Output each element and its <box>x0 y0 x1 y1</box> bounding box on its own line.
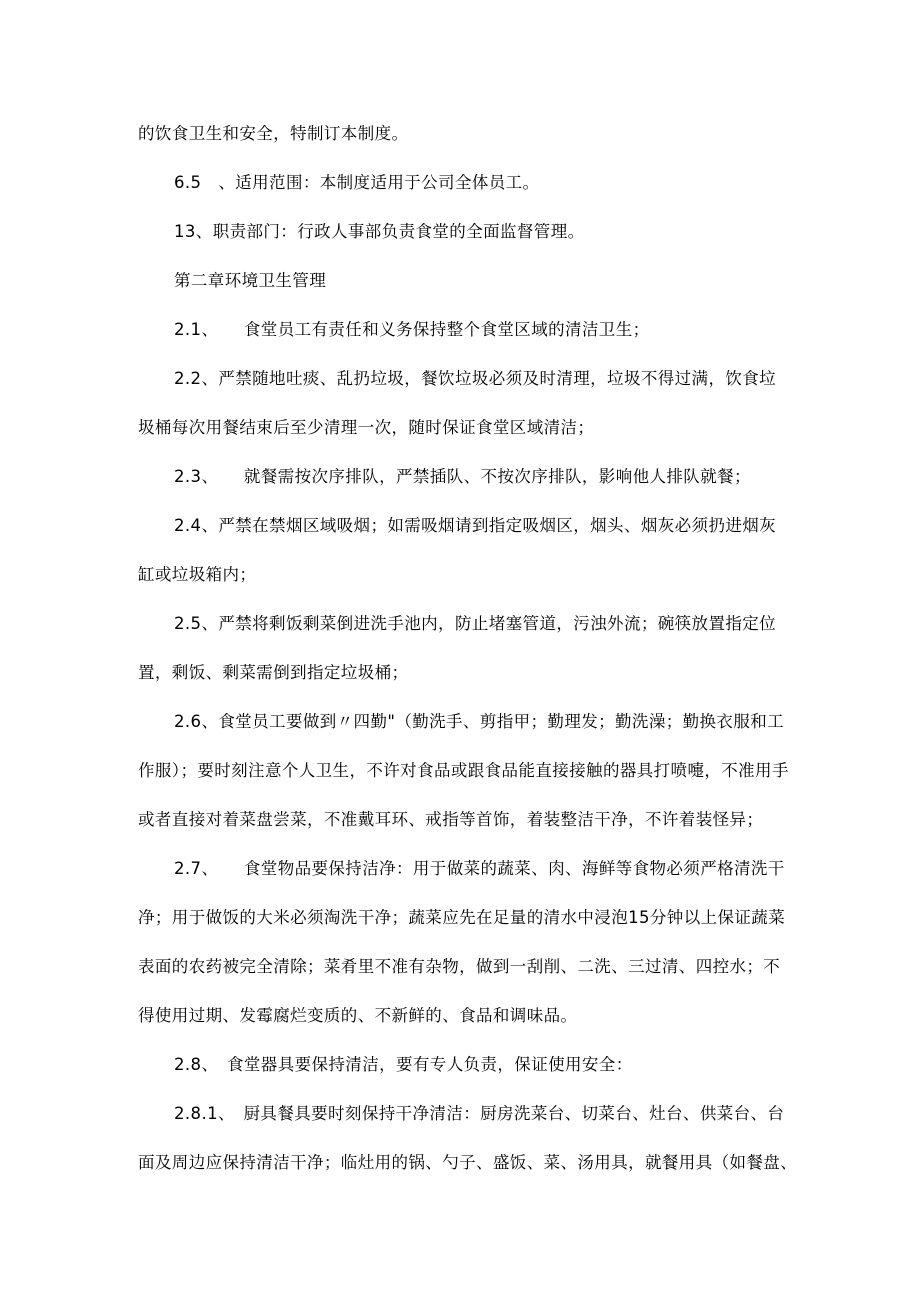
clause-6-5-scope: 6.5 、适用范围：本制度适用于公司全体员工。 <box>174 173 540 192</box>
clause-2-5-cont: 置，剩饭、剩菜需倒到指定垃圾桶； <box>138 663 409 682</box>
clause-2-7-cont: 净；用于做饭的大米必须淘洗干净；蔬菜应先在足量的清水中浸泡15分钟以上保证蔬菜 <box>138 908 786 927</box>
clause-2-8-1: 2.8.1、 厨具餐具要时刻保持干净清洁：厨房洗菜台、切菜台、灶台、供菜台、台 <box>174 1104 785 1123</box>
text-line: 的饮食卫生和安全，特制订本制度。 <box>138 124 409 143</box>
clause-2-7-cont: 得使用过期、发霉腐烂变质的、不新鲜的、食品和调味品。 <box>138 1006 578 1025</box>
clause-2-2: 2.2、严禁随地吐痰、乱扔垃圾，餐饮垃圾必须及时清理，垃圾不得过满，饮食垃 <box>174 369 777 388</box>
clause-13-responsible-dept: 13、职责部门：行政人事部负责食堂的全面监督管理。 <box>174 222 585 241</box>
clause-2-8: 2.8、 食堂器具要保持清洁，要有专人负责，保证使用安全： <box>174 1055 633 1074</box>
clause-2-2-cont: 圾桶每次用餐结束后至少清理一次，随时保证食堂区域清洁； <box>138 418 595 437</box>
clause-2-1: 2.1、 食堂员工有责任和义务保持整个食堂区域的清洁卫生； <box>174 320 650 339</box>
clause-2-4-cont: 缸或垃圾箱内； <box>138 565 257 584</box>
clause-2-6: 2.6、食堂员工要做到〃四勤"（勤洗手、剪指甲；勤理发；勤洗澡；勤换衣服和工 <box>174 712 785 731</box>
clause-2-6-cont: 作服）；要时刻注意个人卫生，不许对食品或跟食品能直接接触的器具打喷嚏，不准用手 <box>138 761 789 780</box>
clause-2-6-cont: 或者直接对着菜盘尝菜，不准戴耳环、戒指等首饰，着装整洁干净，不许着装怪异； <box>138 810 764 829</box>
clause-2-3: 2.3、 就餐需按次序排队，严禁插队、不按次序排队，影响他人排队就餐； <box>174 467 751 486</box>
clause-2-8-1-cont: 面及周边应保持清洁干净；临灶用的锅、勺子、盛饭、菜、汤用具，就餐用具（如餐盘、 <box>138 1153 798 1172</box>
clause-2-7-cont: 表面的农药被完全清除；菜肴里不准有杂物，做到一刮削、二洗、三过清、四控水；不 <box>138 957 781 976</box>
chapter-heading: 第二章环境卫生管理 <box>174 271 327 290</box>
clause-2-5: 2.5、严禁将剩饭剩菜倒进洗手池内，防止堵塞管道，污浊外流；碗筷放置指定位 <box>174 614 777 633</box>
clause-2-7: 2.7、 食堂物品要保持洁净：用于做菜的蔬菜、肉、海鲜等食物必须严格清洗干 <box>174 859 785 878</box>
clause-2-4: 2.4、严禁在禁烟区域吸烟；如需吸烟请到指定吸烟区，烟头、烟灰必须扔进烟灰 <box>174 516 777 535</box>
